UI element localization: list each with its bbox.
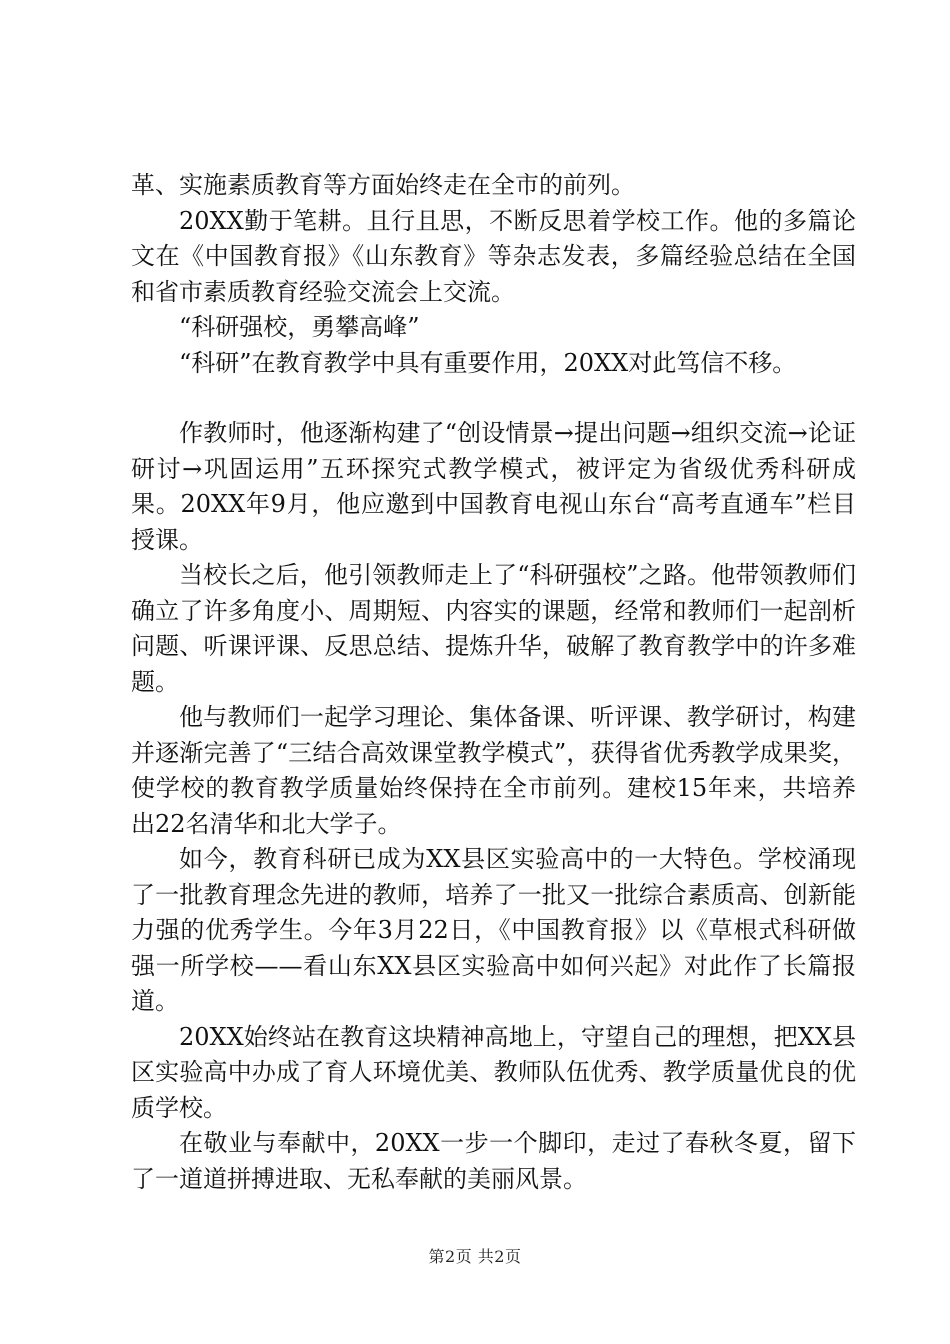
paragraph-5: 当校长之后，他引领教师走上了“科研强校”之路。他带领教师们确立了许多角度小、周期短、内容实的课题，经常和教师们一起剖析问题、听课评课、反思总结、提炼升华，破解了教育教学中的许多难题。	[131, 561, 856, 696]
paragraph-7: 如今，教育科研已成为XX县区实验高中的一大特色。学校涌现了一批教育理念先进的教师，培养了一批又一批综合素质高、创新能力强的优秀学生。今年3月22日，《中国教育报》以《草根式科研做强一所学校——看山东XX县区实验高中如何兴起》对此作了长篇报道。	[131, 845, 856, 1015]
paragraph-6: 他与教师们一起学习理论、集体备课、听评课、教学研讨，构建并逐渐完善了“三结合高效课堂教学模式”，获得省优秀教学成果奖，使学校的教育教学质量始终保持在全市前列。建校15年来，共培养出22名清华和北大学子。	[131, 703, 856, 838]
paragraph-2: 20XX勤于笔耕。且行且思，不断反思着学校工作。他的多篇论文在《中国教育报》《山东教育》等杂志发表，多篇经验总结在全国和省市素质教育经验交流会上交流。	[131, 206, 856, 306]
paragraph-3: “科研”在教育教学中具有重要作用，20XX对此笃信不移。	[179, 348, 797, 377]
paragraph-1: 革、实施素质教育等方面始终走在全市的前列。	[131, 171, 635, 199]
paragraph-4: 作教师时，他逐渐构建了“创设情景→提出问题→组织交流→论证研讨→巩固运用”五环探究式教学模式，被评定为省级优秀科研成果。20XX年9月，他应邀到中国教育电视山东台“高考直通车”栏目授课。	[131, 419, 856, 554]
paragraph-9: 在敬业与奉献中，20XX一步一个脚印，走过了春秋冬夏，留下了一道道拼搏进取、无私奉献的美丽风景。	[131, 1129, 856, 1193]
paragraph-8: 20XX始终站在教育这块精神高地上，守望自己的理想，把XX县区实验高中办成了育人环境优美、教师队伍优秀、教学质量优良的优质学校。	[131, 1022, 856, 1122]
page-number-footer: 第2页 共2页	[428, 1247, 522, 1266]
section-heading: “科研强校，勇攀高峰”	[179, 313, 420, 341]
document-body	[131, 168, 856, 1197]
